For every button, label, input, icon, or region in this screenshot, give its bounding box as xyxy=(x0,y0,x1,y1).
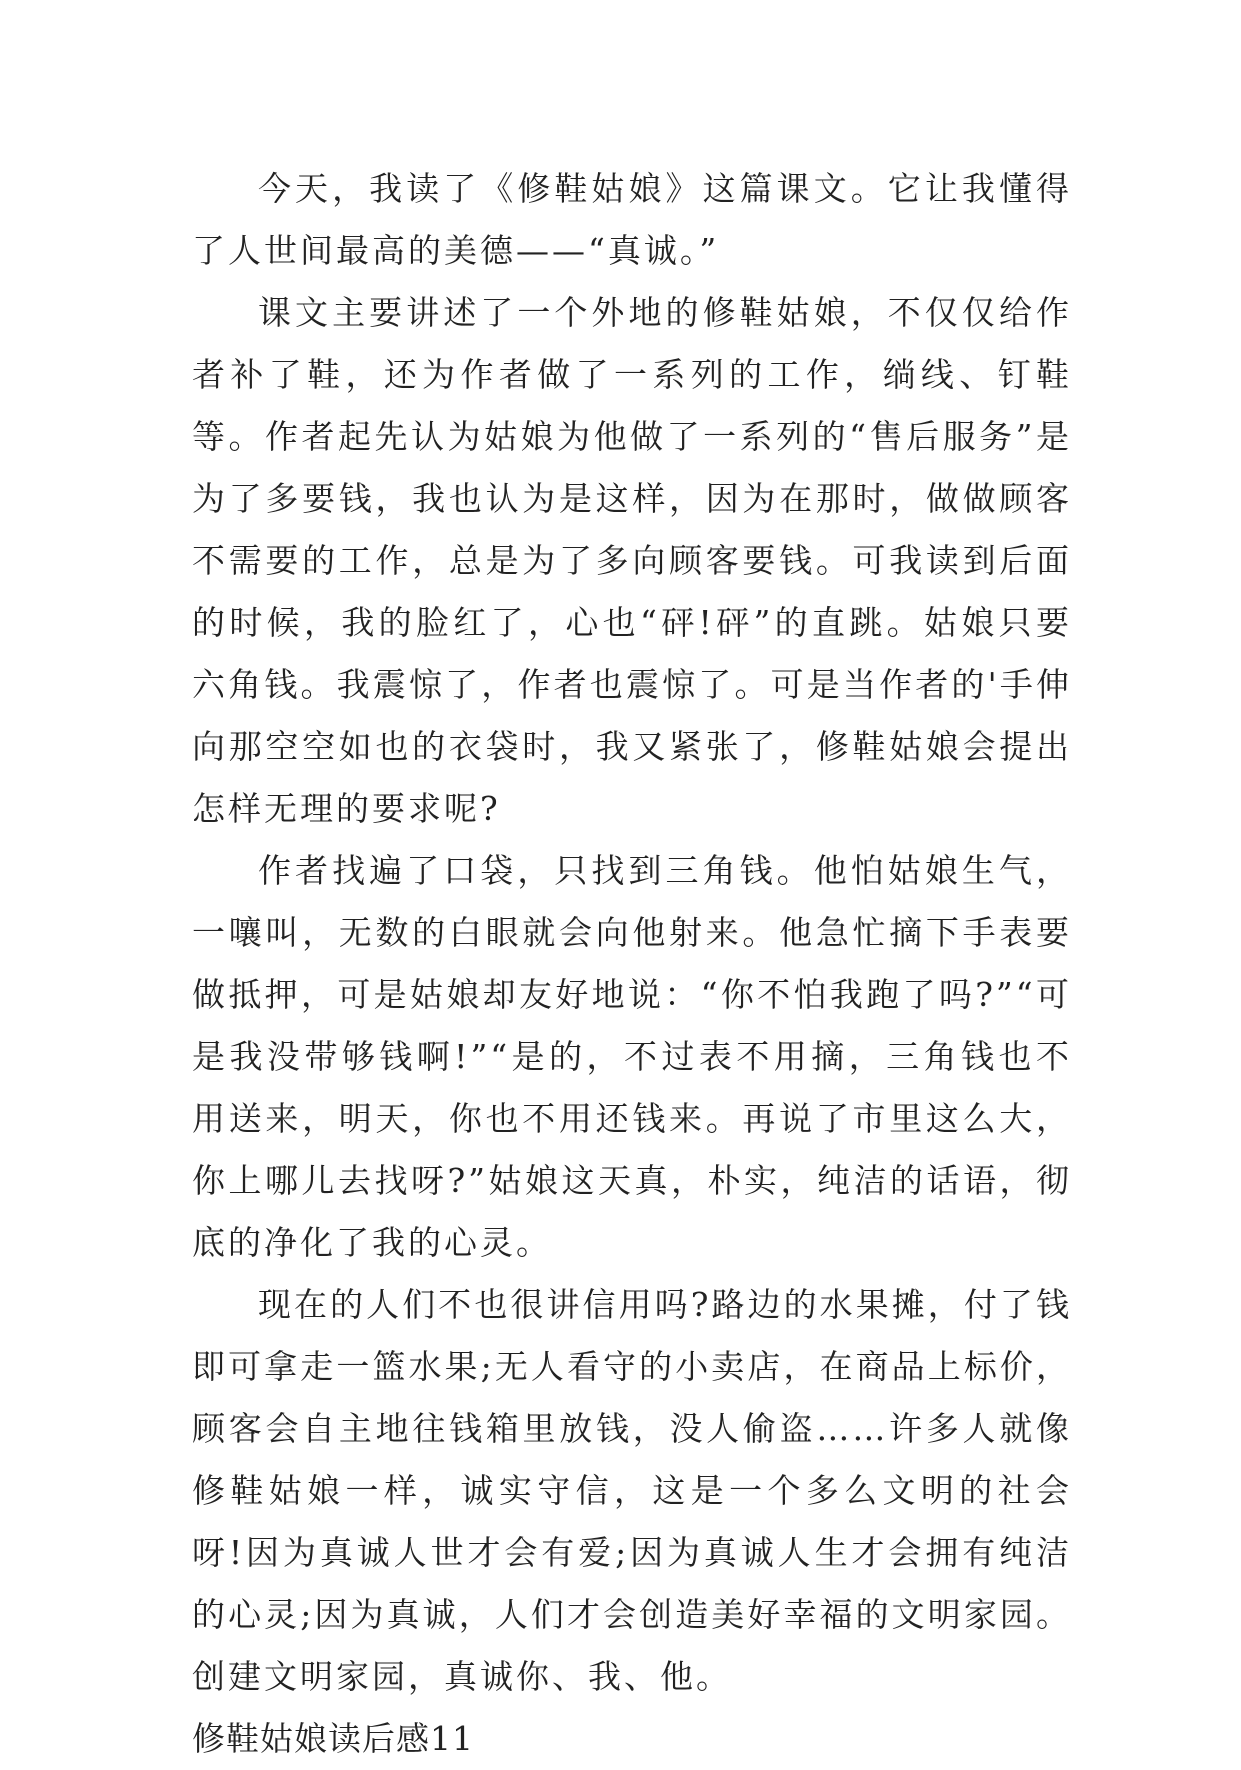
paragraph-3: 作者找遍了口袋，只找到三角钱。他怕姑娘生气，一嚷叫，无数的白眼就会向他射来。他急忙摘下手表要做抵押，可是姑娘却友好地说：“你不怕我跑了吗?”“可是我没带够钱啊!”“是的，不过表不用摘，三角钱也不用送来，明天，你也不用还钱来。再说了市里这么大，你上哪儿去找呀?”姑娘这天真，朴实，纯洁的话语，彻底的净化了我的心灵。 xyxy=(192,851,1072,1262)
next-essay-heading: 修鞋姑娘读后感11 xyxy=(192,1719,474,1758)
document-body xyxy=(192,158,1072,1770)
paragraph-2: 课文主要讲述了一个外地的修鞋姑娘，不仅仅给作者补了鞋，还为作者做了一系列的工作，绱线、钉鞋等。作者起先认为姑娘为他做了一系列的“售后服务”是为了多要钱，我也认为是这样，因为在那时，做做顾客不需要的工作，总是为了多向顾客要钱。可我读到后面的时候，我的脸红了，心也“砰!砰”的直跳。姑娘只要六角钱。我震惊了，作者也震惊了。可是当作者的'手伸向那空空如也的衣袋时，我又紧张了，修鞋姑娘会提出怎样无理的要求呢? xyxy=(192,293,1072,828)
paragraph-1: 今天，我读了《修鞋姑娘》这篇课文。它让我懂得了人世间最高的美德——“真诚。” xyxy=(192,169,1072,270)
paragraph-4: 现在的人们不也很讲信用吗?路边的水果摊，付了钱即可拿走一篮水果;无人看守的小卖店，在商品上标价，顾客会自主地往钱箱里放钱，没人偷盗……许多人就像修鞋姑娘一样，诚实守信，这是一个多么文明的社会呀!因为真诚人世才会有爱;因为真诚人生才会拥有纯洁的心灵;因为真诚，人们才会创造美好幸福的文明家园。创建文明家园，真诚你、我、他。 xyxy=(192,1285,1072,1696)
